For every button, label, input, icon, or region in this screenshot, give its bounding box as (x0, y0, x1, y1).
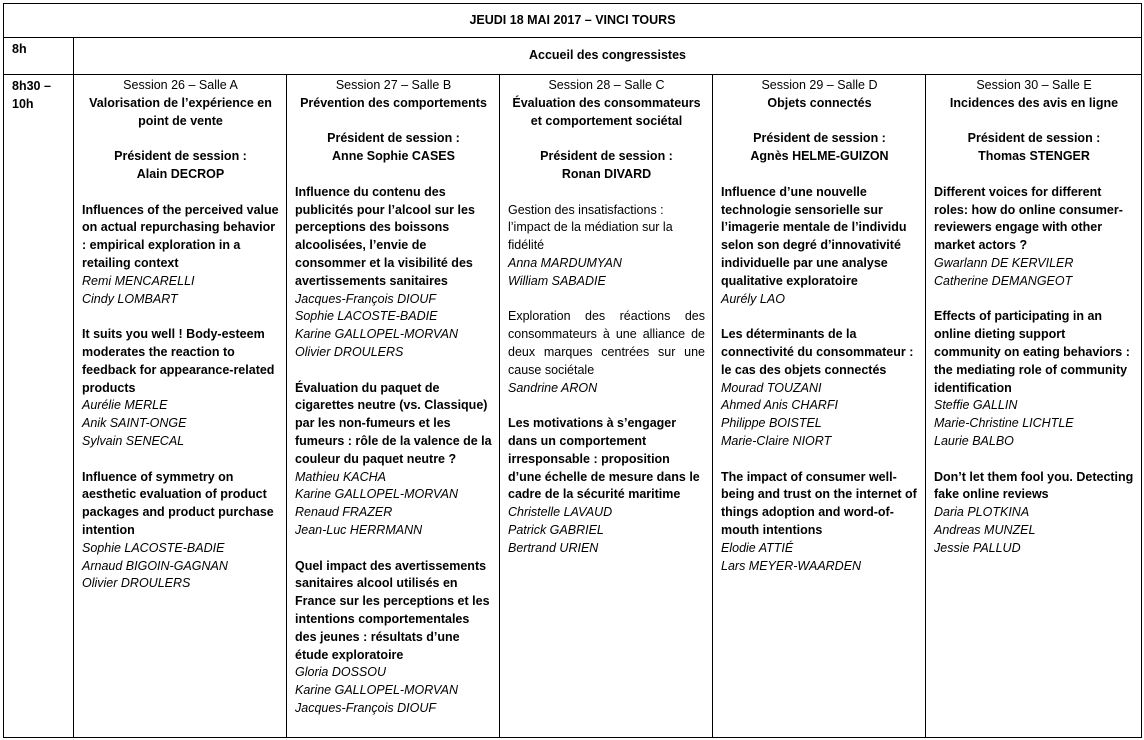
paper-entry (295, 380, 492, 540)
paper-entry (721, 326, 918, 451)
paper-entry (508, 415, 705, 557)
paper-author: Sandrine ARON (508, 380, 598, 395)
paper-author: Karine GALLOPEL-MORVAN (295, 683, 459, 698)
session-chair (934, 130, 1134, 166)
paper-entry (508, 308, 705, 397)
session-label: Session 26 – Salle A (123, 78, 238, 92)
paper-title: Influence du contenu des publicités pour l’alcool sur les perceptions des boissons alcoolisées, l’envie de consommer et la visibilité des avertissements sanitaires (295, 184, 475, 288)
session-heading (295, 77, 492, 113)
paper-author: Marie-Claire NIORT (721, 433, 832, 448)
paper-author: Gwarlann DE KERVILER (934, 255, 1074, 270)
session-chair (508, 148, 705, 184)
paper-entry (82, 202, 279, 309)
paper-entry (295, 558, 492, 718)
session-label: Session 27 – Salle B (335, 78, 452, 92)
welcome-cell: Accueil des congressistes (74, 38, 1142, 75)
paper-author: Mathieu KACHA (295, 469, 387, 484)
session-theme: Incidences des avis en ligne (949, 95, 1119, 110)
paper-title: Les déterminants de la connectivité du consommateur : le cas des objets connectés (721, 327, 914, 377)
paper-entry (934, 469, 1134, 558)
session-cell (500, 75, 713, 738)
paper-entry (934, 184, 1134, 291)
chair-label: Président de session : (327, 131, 460, 146)
paper-author: Karine GALLOPEL-MORVAN (295, 487, 459, 502)
paper-title: Exploration des réactions des consommateurs à une alliance de deux marques centrées sur une cause sociétale (508, 309, 705, 377)
paper-author: Steffie GALLIN (934, 398, 1018, 413)
session-heading (721, 77, 918, 113)
paper-entry (721, 184, 918, 309)
paper-entry (934, 308, 1134, 450)
paper-author: Aurély LAO (721, 291, 785, 306)
paper-author: Olivier DROULERS (82, 576, 191, 591)
day-header: JEUDI 18 MAI 2017 – VINCI TOURS (4, 4, 1142, 38)
paper-entry (508, 202, 705, 291)
paper-author: Daria PLOTKINA (934, 505, 1030, 520)
programme-table (3, 3, 1142, 738)
paper-title: Influence d’une nouvelle technologie sensorielle sur l’imagerie mentale de l’individu selon son degré d’innovativité individuelle par une analyse qualitative exploratoire (721, 184, 907, 288)
paper-author: Christelle LAVAUD (508, 505, 613, 520)
paper-author: Philippe BOISTEL (721, 416, 822, 431)
paper-entry (721, 469, 918, 576)
chair-name: Anne Sophie CASES (332, 149, 455, 164)
chair-label: Président de session : (753, 131, 886, 146)
paper-author: Olivier DROULERS (295, 344, 404, 359)
session-cell (713, 75, 926, 738)
paper-author: Anik SAINT-ONGE (82, 416, 187, 431)
paper-author: Sophie LACOSTE-BADIE (295, 309, 438, 324)
paper-title: Effects of participating in an online dieting support community on eating behaviors : the mediating role of community identification (934, 309, 1130, 395)
paper-author: Cindy LOMBART (82, 291, 178, 306)
paper-author: Patrick GABRIEL (508, 522, 604, 537)
time-line: 10h (12, 97, 34, 111)
paper-author: Remi MENCARELLI (82, 273, 195, 288)
chair-name: Agnès HELME-GUIZON (750, 149, 889, 164)
paper-author: Bertrand URIEN (508, 540, 599, 555)
session-heading (82, 77, 279, 130)
chair-label: Président de session : (967, 131, 1101, 146)
paper-title: The impact of consumer well-being and trust on the internet of things adoption and word-of-mouth intentions (721, 469, 917, 537)
chair-name: Alain DECROP (136, 166, 225, 181)
paper-author: Jacques-François DIOUF (295, 700, 437, 715)
paper-title: Gestion des insatisfactions : l’impact de la médiation sur la fidélité (508, 202, 673, 253)
session-label: Session 30 – Salle E (976, 78, 1092, 92)
paper-title: Les motivations à s’engager dans un comportement irresponsable : proposition d’une échelle de mesure dans le cadre de la sécurité maritime (508, 416, 700, 502)
paper-title: Évaluation du paquet de cigarettes neutre (vs. Classique) par les non-fumeurs et les fumeurs : rôle de la valence de la couleur du paquet neutre ? (295, 380, 492, 466)
paper-author: Andreas MUNZEL (934, 522, 1036, 537)
paper-author: Lars MEYER-WAARDEN (721, 558, 862, 573)
session-theme: Évaluation des consommateurs et comportement sociétal (512, 95, 701, 128)
session-label: Session 29 – Salle D (761, 78, 878, 92)
paper-title: Don’t let them fool you. Detecting fake online reviews (934, 469, 1134, 502)
time-slot-8h30 (4, 75, 74, 738)
paper-author: Sophie LACOSTE-BADIE (82, 540, 225, 555)
session-label: Session 28 – Salle C (548, 78, 665, 92)
paper-author: Arnaud BIGOIN-GAGNAN (82, 558, 228, 573)
paper-entry (82, 326, 279, 451)
paper-author: Laurie BALBO (934, 433, 1014, 448)
session-theme: Prévention des comportements (300, 95, 487, 110)
paper-author: Anna MARDUMYAN (508, 255, 622, 270)
paper-title: Quel impact des avertissements sanitaires alcool utilisés en France sur les perceptions et les intentions comportementales des jeunes : résultats d’une étude exploratoire (295, 558, 490, 662)
paper-entry (82, 469, 279, 594)
paper-author: Ahmed Anis CHARFI (721, 398, 838, 413)
session-cell (287, 75, 500, 738)
paper-author: Jacques-François DIOUF (295, 291, 437, 306)
session-chair (295, 130, 492, 166)
session-chair (721, 130, 918, 166)
session-heading (934, 77, 1134, 113)
paper-author: Jean-Luc HERRMANN (295, 522, 423, 537)
paper-title: Influences of the perceived value on actual repurchasing behavior : empirical exploration in a retailing context (82, 202, 279, 270)
session-theme: Objets connectés (767, 95, 872, 110)
paper-author: Mourad TOUZANI (721, 380, 822, 395)
session-heading (508, 77, 705, 130)
time-line: 8h30 – (12, 79, 51, 93)
time-slot-8h: 8h (4, 38, 74, 75)
chair-name: Ronan DIVARD (561, 166, 652, 181)
paper-title: Different voices for different roles: how do online consumer-reviewers engage with other market actors ? (934, 184, 1123, 253)
paper-author: Sylvain SENECAL (82, 433, 185, 448)
paper-title: It suits you well ! Body-esteem moderates the reaction to feedback for appearance-related products (82, 327, 275, 395)
session-cell (74, 75, 287, 738)
paper-author: Gloria DOSSOU (295, 665, 386, 680)
paper-author: Aurélie MERLE (82, 398, 168, 413)
paper-entry (295, 184, 492, 362)
paper-title: Influence of symmetry on aesthetic evaluation of product packages and product purchase intention (82, 469, 274, 537)
chair-name: Thomas STENGER (978, 149, 1090, 164)
chair-label: Président de session : (114, 149, 247, 164)
paper-author: Jessie PALLUD (934, 540, 1021, 555)
paper-author: Elodie ATTIÉ (721, 540, 794, 555)
session-chair (82, 148, 279, 184)
paper-author: Catherine DEMANGEOT (934, 273, 1073, 288)
session-theme: Valorisation de l’expérience en point de vente (89, 95, 272, 128)
chair-label: Président de session : (540, 149, 673, 164)
paper-author: Karine GALLOPEL-MORVAN (295, 327, 459, 342)
paper-author: William SABADIE (508, 273, 606, 288)
paper-author: Marie-Christine LICHTLE (934, 416, 1074, 431)
paper-author: Renaud FRAZER (295, 505, 393, 520)
session-cell (926, 75, 1142, 738)
